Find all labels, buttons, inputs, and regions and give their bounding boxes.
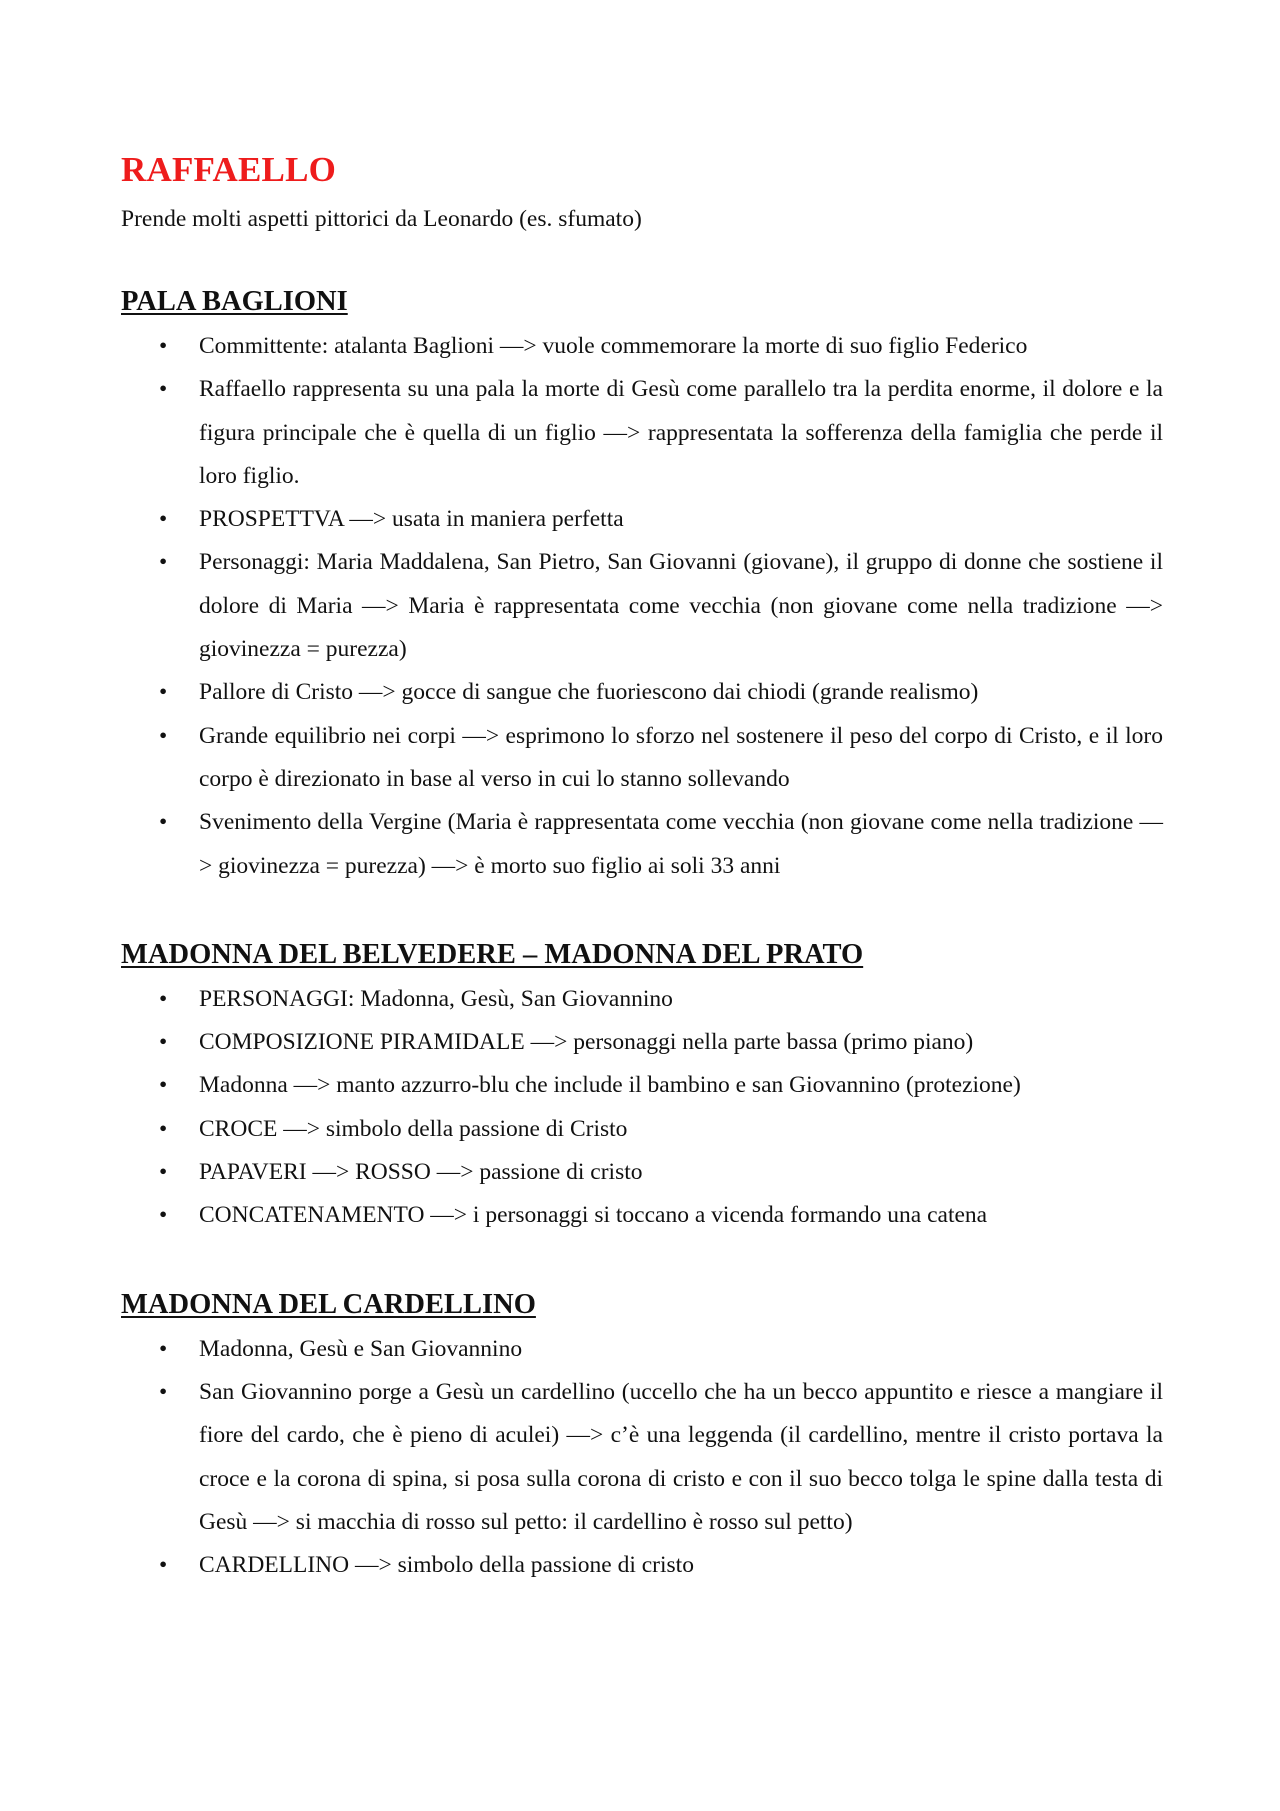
- bullet-icon: •: [159, 1029, 168, 1056]
- section-madonna-del-belvedere: [121, 935, 1163, 1238]
- list-item-text: COMPOSIZIONE PIRAMIDALE —> personaggi nella parte bassa (primo piano): [199, 1029, 974, 1056]
- list-item: [121, 1194, 1163, 1237]
- list-item-text: CONCATENAMENTO —> i personaggi si toccano a vicenda formando una catena: [199, 1202, 988, 1229]
- bullet-icon: •: [159, 333, 168, 359]
- list-item: [121, 368, 1163, 498]
- bullet-list: [121, 1328, 1163, 1588]
- list-item: [121, 671, 1163, 714]
- section-title: MADONNA DEL CARDELLINO: [121, 1288, 536, 1320]
- intro-paragraph: Prende molti aspetti pittorici da Leonardo (es. sfumato): [121, 206, 642, 232]
- list-item-text: Madonna, Gesù e San Giovannino: [199, 1335, 523, 1362]
- list-item-text: CARDELLINO —> simbolo della passione di cristo: [199, 1552, 694, 1579]
- bullet-icon: •: [159, 1115, 168, 1142]
- list-item: [121, 1328, 1163, 1371]
- list-item: [121, 1544, 1163, 1587]
- bullet-icon: •: [159, 376, 168, 403]
- list-item: [121, 1108, 1163, 1151]
- list-item-text: Svenimento della Vergine (Maria è rappresentata come vecchia (non giovane come nella tradizione —> giovinezza = purezza) —> è morto suo figlio ai soli 33 anni: [199, 809, 1163, 879]
- bullet-icon: •: [159, 985, 168, 1012]
- list-item: [121, 978, 1163, 1021]
- list-item-text: Grande equilibrio nei corpi —> esprimono lo sforzo nel sostenere il peso del corpo di Cristo, e il loro corpo è direzionato in base al verso in cui lo stanno sollevando: [199, 722, 1163, 792]
- list-item-text: Personaggi: Maria Maddalena, San Pietro, San Giovanni (giovane), il gruppo di donne che sostiene il dolore di Maria —> Maria è rappresentata come vecchia (non giovane come nella tradizione —> giovinezza = purezza): [199, 549, 1163, 663]
- section-title: MADONNA DEL BELVEDERE – MADONNA DEL PRATO: [121, 938, 864, 970]
- bullet-list: [121, 978, 1163, 1238]
- bullet-icon: •: [159, 549, 168, 576]
- list-item: [121, 801, 1163, 888]
- bullet-icon: •: [159, 679, 168, 706]
- list-item-text: CROCE —> simbolo della passione di Cristo: [199, 1115, 628, 1142]
- document-title: RAFFAELLO: [121, 150, 337, 189]
- list-item-text: Pallore di Cristo —> gocce di sangue che fuoriescono dai chiodi (grande realismo): [199, 679, 979, 706]
- list-item-text: PROSPETTVA —> usata in maniera perfetta: [199, 506, 624, 533]
- list-item: [121, 1151, 1163, 1194]
- list-item: [121, 1021, 1163, 1064]
- bullet-icon: •: [159, 1378, 168, 1405]
- section-pala-baglioni: [121, 282, 1163, 888]
- bullet-icon: •: [159, 1072, 168, 1099]
- list-item: [121, 498, 1163, 541]
- bullet-icon: •: [159, 1159, 168, 1186]
- list-item-text: PERSONAGGI: Madonna, Gesù, San Giovannino: [199, 985, 673, 1012]
- list-item-text: Raffaello rappresenta su una pala la morte di Gesù come parallelo tra la perdita enorme, il dolore e la figura principale che è quella di un figlio —> rappresentata la sofferenza della famiglia che perde il loro figlio.: [199, 376, 1163, 489]
- bullet-icon: •: [159, 722, 168, 749]
- list-item-text: San Giovannino porge a Gesù un cardellino (uccello che ha un becco appuntito e riesce a mangiare il fiore del cardo, che è pieno di aculei) —> c’è una leggenda (il cardellino, mentre il cristo portava la croce e la corona di spina, si posa sulla corona di cristo e con il suo becco tolga le spine dalla testa di Gesù —> si macchia di rosso sul petto: il cardellino è rosso sul petto): [199, 1378, 1163, 1535]
- list-item: [121, 715, 1163, 802]
- section-madonna-del-cardellino: [121, 1285, 1163, 1588]
- list-item: [121, 325, 1163, 368]
- bullet-icon: •: [159, 1202, 168, 1229]
- list-item: [121, 541, 1163, 671]
- list-item-text: Madonna —> manto azzurro-blu che include il bambino e san Giovannino (protezione): [199, 1072, 1021, 1099]
- section-title: PALA BAGLIONI: [121, 286, 348, 317]
- bullet-icon: •: [159, 1335, 168, 1362]
- list-item: [121, 1064, 1163, 1107]
- list-item-text: Committente: atalanta Baglioni —> vuole commemorare la morte di suo figlio Federico: [199, 333, 1028, 359]
- bullet-icon: •: [159, 1552, 168, 1579]
- list-item-text: PAPAVERI —> ROSSO —> passione di cristo: [199, 1159, 643, 1186]
- bullet-icon: •: [159, 506, 168, 533]
- bullet-list: [121, 325, 1163, 888]
- list-item: [121, 1371, 1163, 1544]
- bullet-icon: •: [159, 809, 168, 836]
